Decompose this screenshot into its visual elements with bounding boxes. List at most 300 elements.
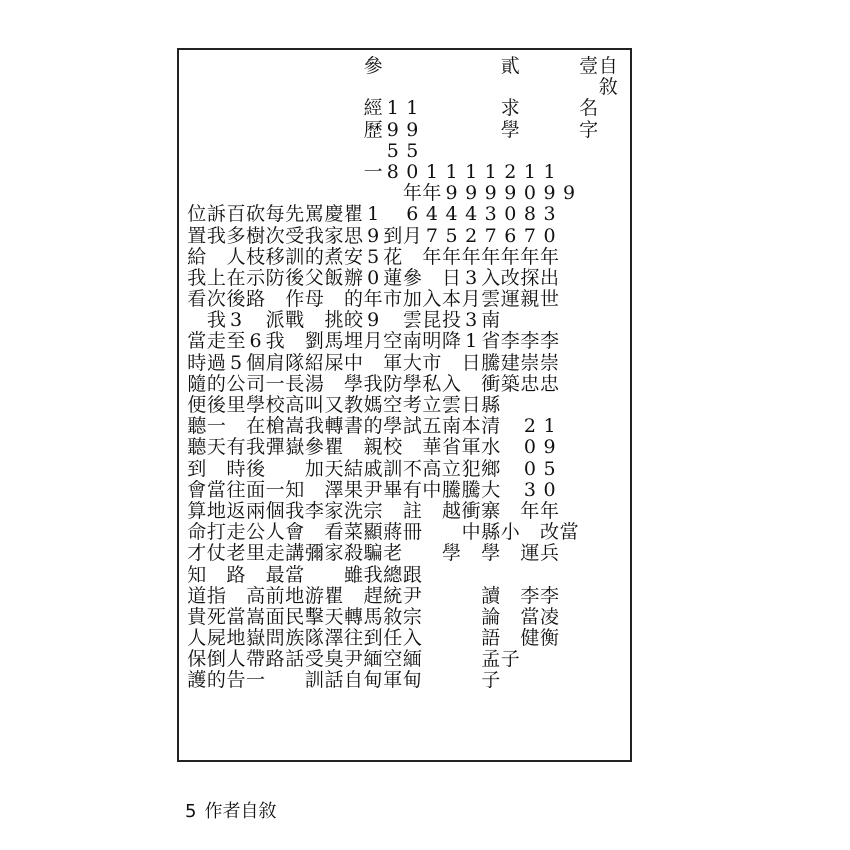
- text-cell: [501, 628, 521, 649]
- text-cell: 中: [344, 351, 364, 374]
- text-cell: 5: [406, 139, 419, 162]
- text-cell: 李: [520, 330, 540, 353]
- text-cell: 受: [304, 648, 324, 671]
- page-footer: [185, 797, 276, 823]
- text-cell: 蓮: [383, 266, 403, 289]
- text-cell: [207, 120, 227, 141]
- text-cell: 上: [206, 266, 226, 289]
- text-cell: 甸: [363, 669, 383, 692]
- text-cell: [403, 543, 423, 564]
- text-cell: 當: [559, 521, 579, 544]
- text-cell: [559, 204, 579, 225]
- text-cell: [579, 670, 599, 691]
- text-cell: 看: [324, 521, 344, 544]
- text-cell: [540, 56, 560, 77]
- text-cell: 敘: [598, 76, 618, 99]
- text-cell: 訴: [206, 203, 226, 226]
- text-cell: 世: [539, 288, 559, 311]
- text-cell: [579, 565, 599, 586]
- text-cell: 一: [363, 160, 383, 183]
- text-cell: [540, 141, 560, 162]
- text-cell: [481, 56, 501, 77]
- text-cell: [598, 183, 618, 204]
- text-cell: [324, 289, 344, 310]
- text-cell: 到: [363, 627, 383, 650]
- text-cell: 結: [344, 457, 364, 480]
- text-cell: 6: [249, 330, 262, 353]
- text-cell: 校: [265, 394, 285, 416]
- text-cell: 嵩: [285, 415, 305, 438]
- text-cell: 我: [206, 224, 226, 247]
- text-cell: [520, 120, 540, 141]
- text-cell: 聽: [187, 415, 207, 438]
- text-cell: [324, 141, 344, 162]
- text-cell: 立: [442, 457, 462, 480]
- text-cell: 清: [481, 415, 501, 438]
- text-cell: [422, 543, 442, 564]
- text-cell: 澤: [324, 478, 344, 501]
- text-cell: 5: [543, 457, 556, 480]
- text-cell: 註: [402, 499, 422, 522]
- text-cell: 9: [367, 224, 380, 247]
- text-cell: 學: [383, 415, 403, 438]
- text-cell: 改: [539, 521, 559, 544]
- text-cell: [598, 310, 618, 331]
- text-cell: [442, 565, 462, 586]
- text-cell: 返: [226, 499, 246, 522]
- text-cell: 問: [265, 627, 285, 650]
- text-cell: [598, 522, 618, 543]
- text-cell: 2: [523, 415, 536, 438]
- text-cell: [559, 501, 579, 522]
- text-cell: 天: [324, 457, 344, 480]
- text-cell: [226, 56, 246, 77]
- text-cell: [598, 289, 618, 310]
- text-cell: [598, 120, 618, 141]
- text-cell: 1: [543, 160, 556, 183]
- text-cell: 當: [187, 330, 207, 353]
- text-cell: 0: [523, 457, 536, 480]
- text-cell: 年: [402, 182, 422, 205]
- text-cell: 時: [187, 351, 207, 374]
- text-cell: 煮: [324, 245, 344, 268]
- text-cell: [579, 628, 599, 649]
- text-cell: 入: [442, 372, 462, 395]
- text-cell: [285, 331, 305, 352]
- text-cell: 5: [386, 139, 399, 162]
- text-cell: [598, 565, 618, 586]
- text-cell: [285, 56, 305, 77]
- text-cell: [559, 607, 579, 628]
- text-cell: [461, 543, 481, 564]
- text-cell: [559, 374, 579, 395]
- text-cell: [481, 98, 501, 119]
- text-cell: [383, 56, 403, 77]
- text-cell: 空: [383, 330, 403, 353]
- text-cell: 前: [265, 584, 285, 607]
- text-cell: [226, 183, 246, 204]
- text-cell: 我: [265, 330, 285, 353]
- text-cell: [305, 141, 325, 162]
- text-cell: [598, 204, 618, 225]
- text-cell: [383, 183, 403, 204]
- text-cell: 臭: [324, 648, 344, 671]
- text-cell: 月: [461, 288, 481, 311]
- text-cell: [285, 459, 305, 480]
- text-cell: 南: [442, 415, 462, 438]
- text-cell: 我: [363, 563, 383, 586]
- text-cell: 學: [402, 372, 422, 395]
- text-cell: 保: [187, 648, 207, 671]
- text-cell: 衝: [481, 372, 501, 395]
- text-cell: [305, 565, 325, 586]
- text-cell: 省: [481, 330, 501, 353]
- text-cell: [540, 77, 560, 98]
- text-cell: 兵: [539, 542, 559, 565]
- text-cell: 衡: [539, 627, 559, 650]
- text-cell: [246, 310, 266, 331]
- text-cell: [559, 120, 579, 141]
- text-cell: 又: [324, 394, 344, 416]
- text-cell: 游: [304, 584, 324, 607]
- text-cell: 殺: [344, 542, 364, 565]
- text-cell: [305, 120, 325, 141]
- text-cell: 走: [206, 330, 226, 353]
- text-cell: 訓: [285, 245, 305, 268]
- text-cell: 叫: [304, 394, 324, 416]
- text-cell: 子: [500, 648, 520, 671]
- text-cell: [540, 395, 560, 416]
- text-cell: [187, 98, 207, 119]
- text-cell: [403, 77, 423, 98]
- text-cell: 肩: [265, 351, 285, 374]
- page-frame: [177, 48, 632, 762]
- text-cell: 帶: [246, 648, 266, 671]
- text-cell: [265, 77, 285, 98]
- text-cell: 高: [422, 457, 442, 480]
- text-cell: 空: [383, 394, 403, 416]
- text-cell: [403, 56, 423, 77]
- text-cell: [422, 56, 442, 77]
- text-cell: [461, 98, 481, 119]
- text-cell: 後: [285, 266, 305, 289]
- text-cell: [324, 183, 344, 204]
- text-cell: [520, 141, 540, 162]
- text-cell: [442, 141, 462, 162]
- text-cell: 歷: [363, 118, 383, 141]
- text-cell: 在: [226, 266, 246, 289]
- text-cell: [207, 565, 227, 586]
- text-cell: [461, 56, 481, 77]
- text-cell: [226, 586, 246, 607]
- text-cell: [579, 183, 599, 204]
- text-cell: 道: [187, 584, 207, 607]
- text-cell: 我: [285, 499, 305, 522]
- text-cell: [579, 437, 599, 458]
- text-cell: 年: [500, 245, 520, 268]
- text-cell: 騰: [481, 351, 501, 374]
- text-cell: 往: [226, 478, 246, 501]
- text-cell: 年: [520, 245, 540, 268]
- text-cell: [540, 120, 560, 141]
- text-cell: 中: [422, 478, 442, 501]
- text-cell: [598, 416, 618, 437]
- text-cell: 馬: [324, 330, 344, 353]
- text-cell: [579, 204, 599, 225]
- text-cell: [520, 56, 540, 77]
- text-cell: 南: [402, 330, 422, 353]
- text-cell: 0: [523, 182, 536, 205]
- text-cell: [520, 649, 540, 670]
- text-cell: 年: [363, 288, 383, 311]
- text-cell: 考: [402, 394, 422, 416]
- text-cell: [207, 77, 227, 98]
- text-cell: [598, 141, 618, 162]
- text-cell: [559, 98, 579, 119]
- text-cell: [285, 77, 305, 98]
- text-cell: 路: [265, 648, 285, 671]
- text-cell: 次: [265, 224, 285, 247]
- text-cell: [461, 374, 481, 395]
- text-cell: 月: [363, 330, 383, 353]
- text-cell: [422, 141, 442, 162]
- text-cell: [579, 374, 599, 395]
- text-cell: 0: [543, 224, 556, 247]
- text-cell: 個: [265, 499, 285, 522]
- text-cell: 防: [265, 266, 285, 289]
- text-cell: [579, 607, 599, 628]
- text-cell: [520, 310, 540, 331]
- text-cell: [579, 416, 599, 437]
- text-cell: [363, 353, 383, 374]
- text-cell: 雲: [402, 309, 422, 332]
- text-cell: 路: [226, 563, 246, 586]
- text-cell: 宗: [363, 499, 383, 522]
- text-cell: [383, 310, 403, 331]
- text-cell: 參: [402, 266, 422, 289]
- text-cell: [187, 56, 207, 77]
- text-cell: 校: [383, 436, 403, 459]
- text-cell: [403, 437, 423, 458]
- text-cell: [598, 628, 618, 649]
- text-cell: 縣: [481, 521, 501, 544]
- text-cell: 高: [246, 584, 266, 607]
- text-cell: [363, 77, 383, 98]
- text-cell: 紹: [304, 351, 324, 374]
- text-cell: 移: [265, 245, 285, 268]
- text-cell: 7: [523, 224, 536, 247]
- text-cell: 受: [285, 224, 305, 247]
- text-cell: 入: [422, 288, 442, 311]
- text-cell: [383, 501, 403, 522]
- text-cell: 家: [324, 224, 344, 247]
- text-cell: [540, 310, 560, 331]
- text-cell: [383, 204, 403, 225]
- text-cell: [246, 141, 266, 162]
- text-cell: [265, 141, 285, 162]
- text-cell: 3: [484, 203, 497, 226]
- text-cell: 5: [367, 245, 380, 268]
- text-cell: [579, 247, 599, 268]
- text-cell: 自: [598, 55, 618, 77]
- text-cell: [559, 353, 579, 374]
- text-cell: 會: [187, 478, 207, 501]
- text-cell: [187, 162, 207, 183]
- text-cell: 媽: [363, 394, 383, 416]
- text-cell: 3: [465, 266, 478, 289]
- text-cell: 家: [324, 499, 344, 522]
- text-cell: [442, 628, 462, 649]
- text-cell: [187, 141, 207, 162]
- text-cell: 論: [481, 605, 501, 628]
- text-cell: 洗: [344, 499, 364, 522]
- text-cell: 總: [383, 563, 403, 586]
- text-cell: 知: [187, 563, 207, 586]
- text-cell: 貴: [187, 605, 207, 628]
- text-cell: [187, 120, 207, 141]
- text-cell: [442, 586, 462, 607]
- text-cell: [461, 628, 481, 649]
- text-cell: [598, 501, 618, 522]
- text-cell: 學: [500, 118, 520, 141]
- text-cell: 昆: [422, 309, 442, 332]
- text-cell: [559, 649, 579, 670]
- text-cell: [344, 77, 364, 98]
- text-cell: 李: [520, 584, 540, 607]
- text-cell: 五: [422, 415, 442, 438]
- text-cell: 9: [543, 182, 556, 205]
- text-cell: 派: [265, 309, 285, 332]
- text-cell: [422, 98, 442, 119]
- text-cell: [265, 459, 285, 480]
- text-cell: 建: [500, 351, 520, 374]
- vertical-text-grid: [187, 56, 618, 755]
- text-cell: 後: [246, 457, 266, 480]
- text-cell: [285, 120, 305, 141]
- text-cell: [540, 670, 560, 691]
- text-cell: [226, 416, 246, 437]
- text-cell: [305, 98, 325, 119]
- text-cell: [187, 183, 207, 204]
- text-cell: 地: [226, 627, 246, 650]
- text-cell: 1: [484, 160, 497, 183]
- text-cell: 9: [543, 436, 556, 459]
- text-cell: 趕: [363, 584, 383, 607]
- text-cell: 面: [265, 605, 285, 628]
- text-cell: [481, 120, 501, 141]
- text-cell: [559, 480, 579, 501]
- text-cell: 年: [422, 182, 442, 205]
- text-cell: 4: [445, 203, 458, 226]
- text-cell: 9: [445, 182, 458, 205]
- text-cell: 劉: [304, 330, 324, 353]
- text-cell: 當: [285, 563, 305, 586]
- text-cell: 1: [523, 160, 536, 183]
- text-cell: [579, 459, 599, 480]
- text-cell: 探: [520, 266, 540, 289]
- text-cell: [246, 120, 266, 141]
- text-cell: 1: [386, 97, 399, 120]
- text-cell: [285, 670, 305, 691]
- running-title: 作者自敘: [204, 801, 277, 822]
- text-cell: 尹: [363, 478, 383, 501]
- text-cell: 話: [285, 648, 305, 671]
- text-cell: 8: [386, 160, 399, 183]
- text-cell: 試: [402, 415, 422, 438]
- text-cell: 市: [422, 351, 442, 374]
- text-cell: [501, 310, 521, 331]
- text-cell: 一: [265, 478, 285, 501]
- text-cell: 置: [187, 224, 207, 247]
- text-cell: [207, 98, 227, 119]
- text-cell: [265, 162, 285, 183]
- text-cell: [501, 459, 521, 480]
- text-cell: 9: [465, 182, 478, 205]
- text-cell: [481, 141, 501, 162]
- text-cell: [501, 77, 521, 98]
- text-cell: 人: [226, 245, 246, 268]
- text-cell: 子: [481, 669, 501, 692]
- text-cell: 求: [500, 97, 520, 120]
- text-cell: [559, 289, 579, 310]
- text-cell: 騰: [461, 478, 481, 501]
- text-cell: [422, 268, 442, 289]
- text-cell: 示: [246, 266, 266, 289]
- text-cell: 騰: [442, 478, 462, 501]
- text-cell: 雖: [344, 563, 364, 586]
- text-cell: 人: [265, 521, 285, 544]
- text-cell: [324, 374, 344, 395]
- text-cell: [559, 586, 579, 607]
- text-cell: [422, 522, 442, 543]
- text-cell: 公: [226, 372, 246, 395]
- text-cell: 彈: [265, 436, 285, 459]
- text-cell: 老: [383, 542, 403, 565]
- text-cell: 加: [304, 457, 324, 480]
- text-cell: 人: [187, 627, 207, 650]
- text-cell: 隊: [304, 627, 324, 650]
- text-cell: [559, 226, 579, 247]
- text-cell: 4: [425, 203, 438, 226]
- text-cell: 族: [285, 627, 305, 650]
- text-cell: [579, 522, 599, 543]
- text-cell: 9: [406, 118, 419, 141]
- text-cell: 家: [324, 542, 344, 565]
- text-cell: 立: [422, 394, 442, 416]
- text-cell: [520, 395, 540, 416]
- text-cell: 運: [520, 542, 540, 565]
- text-cell: [501, 141, 521, 162]
- text-cell: 入: [402, 627, 422, 650]
- text-cell: 作: [285, 288, 305, 311]
- text-cell: 名: [579, 97, 599, 120]
- text-cell: 1: [543, 415, 556, 438]
- text-cell: [481, 565, 501, 586]
- text-cell: 菜: [344, 521, 364, 544]
- text-cell: 的: [206, 669, 226, 692]
- text-cell: 看: [187, 288, 207, 311]
- text-cell: 馬: [363, 605, 383, 628]
- text-cell: 嵩: [246, 605, 266, 628]
- text-cell: [559, 310, 579, 331]
- text-cell: 2: [504, 160, 517, 183]
- text-cell: 我: [246, 436, 266, 459]
- text-cell: [324, 162, 344, 183]
- text-cell: [442, 522, 462, 543]
- text-cell: [324, 120, 344, 141]
- text-cell: [422, 586, 442, 607]
- text-cell: [598, 437, 618, 458]
